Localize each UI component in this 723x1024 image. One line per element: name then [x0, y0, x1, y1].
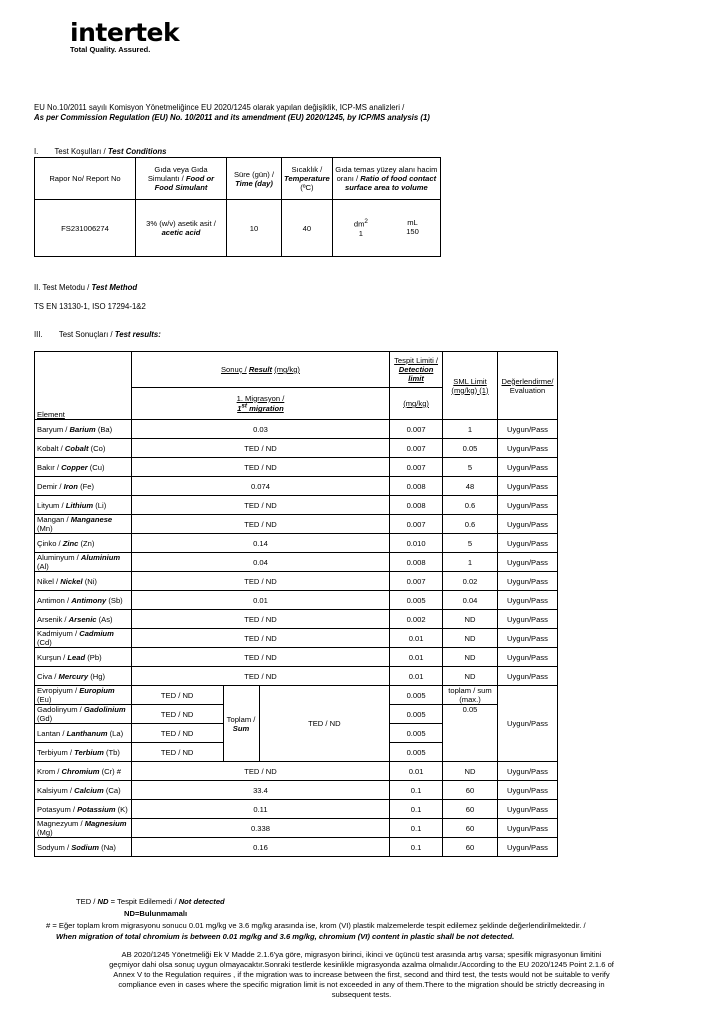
evaluation-value: Uygun/Pass — [497, 762, 557, 781]
detection-limit-value: 0.01 — [390, 667, 443, 686]
result-value: TED / ND — [131, 686, 223, 705]
intro-tr: EU No.10/2011 sayılı Komisyon Yönetmeliğince EU 2020/1245 olarak yapılan değişiklik, ICP-MS analizleri / — [34, 103, 405, 112]
result-value: 33.4 — [131, 781, 389, 800]
element-name: Lityum / Lithium (Li) — [35, 496, 132, 515]
sml-value: 0.05 — [443, 705, 498, 762]
test-conditions-table — [34, 157, 441, 257]
sml-value: 5 — [443, 458, 498, 477]
result-value: 0.04 — [131, 553, 389, 572]
result-value: TED / ND — [131, 572, 389, 591]
intro-en: As per Commission Regulation (EU) No. 10/2011 and its amendment (EU) 2020/1245, by ICP/MS analysis (1) — [34, 113, 430, 122]
result-value: TED / ND — [131, 458, 389, 477]
section-1-heading — [34, 147, 166, 156]
element-name: Evropiyum / Europium (Eu) — [35, 686, 132, 705]
sml-value: 0.05 — [443, 439, 498, 458]
element-name: Kadmiyum / Cadmium (Cd) — [35, 629, 132, 648]
evaluation-value: Uygun/Pass — [497, 439, 557, 458]
sml-value: 0.04 — [443, 591, 498, 610]
sml-value: 1 — [443, 553, 498, 572]
section-title-tr: Test Sonuçları / — [58, 330, 113, 339]
table-row — [35, 458, 558, 477]
evaluation-value: Uygun/Pass — [497, 629, 557, 648]
table-row — [35, 553, 558, 572]
detection-limit-value: 0.002 — [390, 610, 443, 629]
header-element: Element — [35, 352, 132, 420]
detection-limit-value: 0.007 — [390, 572, 443, 591]
detection-limit-value: 0.010 — [390, 534, 443, 553]
section-number: III. — [34, 330, 43, 339]
result-value: TED / ND — [131, 610, 389, 629]
table-row — [35, 800, 558, 819]
result-value: TED / ND — [131, 743, 223, 762]
table-row — [35, 610, 558, 629]
brand-name: intertek — [70, 18, 180, 47]
element-name: Civa / Mercury (Hg) — [35, 667, 132, 686]
result-value: TED / ND — [131, 724, 223, 743]
element-name: Kurşun / Lead (Pb) — [35, 648, 132, 667]
result-value: 0.14 — [131, 534, 389, 553]
detection-limit-value: 0.008 — [390, 553, 443, 572]
table-row — [35, 496, 558, 515]
sml-sum-label: toplam / sum (max.) — [443, 686, 498, 705]
section-number: I. — [34, 147, 39, 156]
sml-value: 0.02 — [443, 572, 498, 591]
detection-limit-value: 0.01 — [390, 648, 443, 667]
result-value: TED / ND — [131, 705, 223, 724]
simulant-value: 3% (w/v) asetik asit / acetic acid — [136, 200, 227, 257]
time-value: 10 — [227, 200, 282, 257]
table-row — [35, 591, 558, 610]
result-value: 0.074 — [131, 477, 389, 496]
evaluation-value: Uygun/Pass — [497, 496, 557, 515]
sml-value: 5 — [443, 534, 498, 553]
section-3-heading — [34, 330, 161, 339]
header-result: Sonuç / Result (mg/kg) — [131, 352, 389, 388]
sml-value: ND — [443, 762, 498, 781]
element-name: Gadolinyum / Gadolinium (Gd) — [35, 705, 132, 724]
detection-limit-value: 0.01 — [390, 762, 443, 781]
intro-text — [34, 103, 434, 123]
temperature-value: 40 — [282, 200, 333, 257]
detection-limit-value: 0.005 — [390, 705, 443, 724]
sml-value: 0.6 — [443, 496, 498, 515]
result-value: 0.03 — [131, 420, 389, 439]
evaluation-value: Uygun/Pass — [497, 648, 557, 667]
header-report-no: Rapor No/ Report No — [35, 158, 136, 200]
result-value: 0.01 — [131, 591, 389, 610]
detection-limit-value: 0.1 — [390, 838, 443, 857]
header-detection-limit: Tespit Limiti / Detection limit — [390, 352, 443, 388]
section-title-tr: Test Koşulları / — [54, 147, 106, 156]
sml-value: ND — [443, 648, 498, 667]
sum-result-value: TED / ND — [259, 686, 390, 762]
sml-value: ND — [443, 610, 498, 629]
sml-value: 60 — [443, 819, 498, 838]
element-name: Sodyum / Sodium (Na) — [35, 838, 132, 857]
evaluation-value: Uygun/Pass — [497, 781, 557, 800]
footnote-nd: TED / ND = Tespit Edilemedi / Not detected — [76, 897, 225, 906]
footnote-chromium-en: When migration of total chromium is between 0.01 mg/kg and 3.6 mg/kg, chromium (VI) content in plastic shall be not detected. — [56, 932, 515, 941]
header-temperature: Sıcaklık / Temperature (ºC) — [282, 158, 333, 200]
evaluation-value: Uygun/Pass — [497, 610, 557, 629]
element-name: Baryum / Barium (Ba) — [35, 420, 132, 439]
evaluation-value: Uygun/Pass — [497, 572, 557, 591]
table-row — [35, 781, 558, 800]
detection-limit-value: 0.1 — [390, 781, 443, 800]
element-name: Nikel / Nickel (Ni) — [35, 572, 132, 591]
ratio-value: $dm^2$ 1 mL 150 — [332, 200, 440, 257]
element-name: Terbiyum / Terbium (Tb) — [35, 743, 132, 762]
table-row — [35, 686, 558, 705]
result-value: 0.338 — [131, 819, 389, 838]
table-row — [35, 477, 558, 496]
evaluation-value: Uygun/Pass — [497, 515, 557, 534]
detection-limit-value: 0.005 — [390, 724, 443, 743]
test-results-table — [34, 351, 558, 857]
header-first-migration: 1. Migrasyon / 1st migration — [131, 388, 389, 420]
table-row — [35, 819, 558, 838]
detection-limit-value: 0.007 — [390, 515, 443, 534]
footnote-nd-2: ND=Bulunmamalı — [124, 909, 188, 918]
element-name: Bakır / Copper (Cu) — [35, 458, 132, 477]
section-title-en: Test results: — [114, 330, 161, 339]
evaluation-value: Uygun/Pass — [497, 458, 557, 477]
element-name: Mangan / Manganese (Mn) — [35, 515, 132, 534]
header-sml-limit: SML Limit (mg/kg) (1) — [443, 352, 498, 420]
section-2-heading — [34, 283, 137, 292]
evaluation-value: Uygun/Pass — [497, 838, 557, 857]
result-value: TED / ND — [131, 762, 389, 781]
table-row — [35, 572, 558, 591]
evaluation-value: Uygun/Pass — [497, 477, 557, 496]
element-name: Kobalt / Cobalt (Co) — [35, 439, 132, 458]
section-title-tr: II. Test Metodu / — [34, 283, 90, 292]
element-name: Krom / Chromium (Cr) # — [35, 762, 132, 781]
detection-limit-value: 0.01 — [390, 629, 443, 648]
result-value: TED / ND — [131, 629, 389, 648]
table-row — [35, 534, 558, 553]
evaluation-value: Uygun/Pass — [497, 553, 557, 572]
detection-limit-value: 0.007 — [390, 458, 443, 477]
detection-limit-value: 0.005 — [390, 591, 443, 610]
header-detection-unit: (mg/kg) — [390, 388, 443, 420]
result-value: TED / ND — [131, 439, 389, 458]
section-title-en: Test Conditions — [107, 147, 167, 156]
brand-tagline: Total Quality. Assured. — [70, 45, 151, 54]
result-value: 0.11 — [131, 800, 389, 819]
evaluation-value: Uygun/Pass — [497, 591, 557, 610]
element-name: Demir / Iron (Fe) — [35, 477, 132, 496]
footnote-regulation: AB 2020/1245 Yönetmeliği Ek V Madde 2.1.6'ya göre, migrasyon birinci, ikinci ve üçüncü test arasında artış varsa; spesifik migrasyonun limitini geçmiyor dahi olsa sonuç uygun olmayacaktır.Sonraki testlerde kesinlikle migrasyonda azalma olmalıdır./According to the EU 2020/1245 Point 2.1.6 of Annex V to the Regulation requires , if the migration was to increase between the first, second and third test, the tests would not be suitable to verify compliance even in cases where the specific migration limit is not exceeded in any of them.There to the migration should be strictly decreasing in subsequent tests. — [109, 950, 614, 999]
report-number: FS231006274 — [35, 200, 136, 257]
element-name: Magnezyum / Magnesium (Mg) — [35, 819, 132, 838]
element-name: Çinko / Zinc (Zn) — [35, 534, 132, 553]
footnote-chromium-tr: # = Eğer toplam krom migrasyonu sonucu 0.01 mg/kg ve 3.6 mg/kg arasında ise, krom (VI) plastik malzemelerde tespit edilemez şeklinde değerlendirilmektedir. / — [46, 921, 586, 930]
table-row — [35, 667, 558, 686]
detection-limit-value: 0.1 — [390, 819, 443, 838]
table-row — [35, 439, 558, 458]
evaluation-value: Uygun/Pass — [497, 534, 557, 553]
sml-value: 60 — [443, 800, 498, 819]
element-name: Antimon / Antimony (Sb) — [35, 591, 132, 610]
sml-value: ND — [443, 629, 498, 648]
detection-limit-value: 0.1 — [390, 800, 443, 819]
result-value: 0.16 — [131, 838, 389, 857]
element-name: Potasyum / Potassium (K) — [35, 800, 132, 819]
result-value: TED / ND — [131, 515, 389, 534]
intertek-logo — [70, 20, 179, 54]
header-evaluation: Değerlendirme/ Evaluation — [497, 352, 557, 420]
header-simulant: Gıda veya Gıda Simulantı / Food or Food Simulant — [136, 158, 227, 200]
evaluation-value: Uygun/Pass — [497, 667, 557, 686]
result-value: TED / ND — [131, 496, 389, 515]
header-time: Süre (gün) / Time (day) — [227, 158, 282, 200]
detection-limit-value: 0.008 — [390, 496, 443, 515]
evaluation-value: Uygun/Pass — [497, 819, 557, 838]
element-name: Aluminyum / Aluminium (Al) — [35, 553, 132, 572]
sml-value: 60 — [443, 838, 498, 857]
result-value: TED / ND — [131, 667, 389, 686]
detection-limit-value: 0.007 — [390, 439, 443, 458]
element-name: Arsenik / Arsenic (As) — [35, 610, 132, 629]
sml-value: 0.6 — [443, 515, 498, 534]
table-row — [35, 515, 558, 534]
detection-limit-value: 0.005 — [390, 686, 443, 705]
detection-limit-value: 0.008 — [390, 477, 443, 496]
evaluation-value: Uygun/Pass — [497, 686, 557, 762]
sml-value: ND — [443, 667, 498, 686]
sml-value: 1 — [443, 420, 498, 439]
table-row — [35, 648, 558, 667]
detection-limit-value: 0.005 — [390, 743, 443, 762]
detection-limit-value: 0.007 — [390, 420, 443, 439]
header-ratio: Gıda temas yüzey alanı hacim oranı / Ratio of food contact surface area to volume — [332, 158, 440, 200]
evaluation-value: Uygun/Pass — [497, 800, 557, 819]
table-row — [35, 762, 558, 781]
sml-value: 60 — [443, 781, 498, 800]
table-row — [35, 629, 558, 648]
evaluation-value: Uygun/Pass — [497, 420, 557, 439]
table-row — [35, 838, 558, 857]
test-method-value: TS EN 13130-1, ISO 17294-1&2 — [34, 302, 146, 311]
table-row — [35, 420, 558, 439]
element-name: Kalsiyum / Calcium (Ca) — [35, 781, 132, 800]
result-value: TED / ND — [131, 648, 389, 667]
section-title-en: Test Method — [91, 283, 138, 292]
element-name: Lantan / Lanthanum (La) — [35, 724, 132, 743]
sml-value: 48 — [443, 477, 498, 496]
sum-label: Toplam / Sum — [223, 686, 259, 762]
